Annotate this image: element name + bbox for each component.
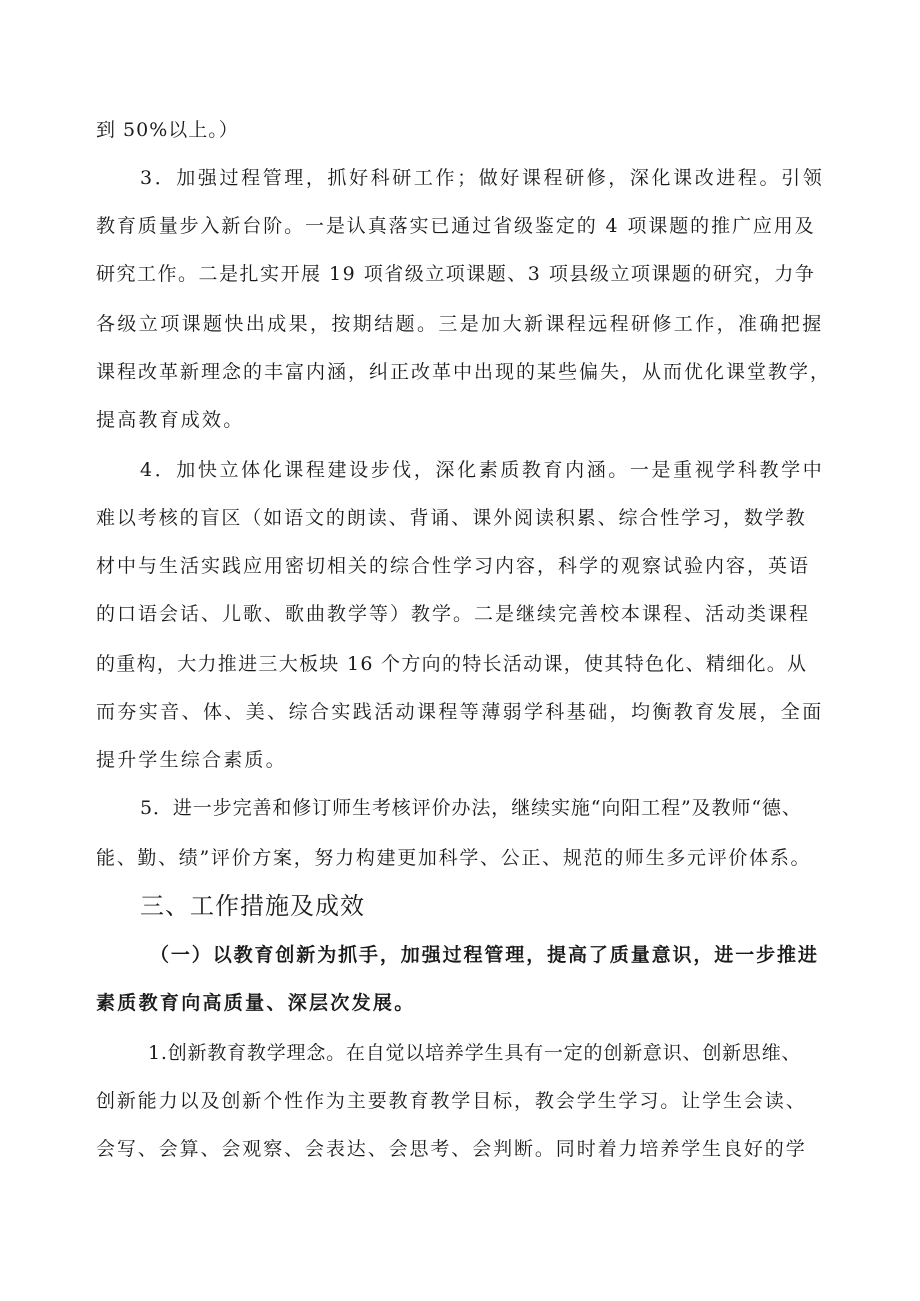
text-line: 3．加强过程管理，抓好科研工作；做好课程研修，深化课改进程。引领 <box>140 167 825 189</box>
text-line: 4．加快立体化课程建设步伐，深化素质教育内涵。一是重视学科教学中 <box>140 459 825 481</box>
text-line: 创新能力以及创新个性作为主要教育教学目标，教会学生学习。让学生会读、 <box>96 1090 807 1112</box>
subsection-heading-line: （一）以教育创新为抓手，加强过程管理，提高了质量意识，进一步推进 <box>150 944 819 966</box>
text-line: 材中与生活实践应用密切相关的综合性学习内容，科学的观察试验内容，英语 <box>96 555 811 577</box>
text-line: 到 50%以上。） <box>96 119 239 141</box>
text-line: 提高教育成效。 <box>96 409 245 431</box>
text-line: 研究工作。二是扎实开展 19 项省级立项课题、3 项县级立项课题的研究，力争 <box>96 263 816 285</box>
text-line: 而夯实音、体、美、综合实践活动课程等薄弱学科基础，均衡教育发展，全面 <box>96 701 824 723</box>
text-line: 的口语会话、儿歌、歌曲教学等）教学。二是继续完善校本课程、活动类课程 <box>96 603 811 625</box>
subsection-heading-line: 素质教育向高质量、深层次发展。 <box>96 992 416 1014</box>
text-line: 提升学生综合素质。 <box>96 749 287 771</box>
text-line: 教育质量步入新台阶。一是认真落实已通过省级鉴定的 4 项课题的推广应用及 <box>96 215 816 237</box>
text-line: 难以考核的盲区（如语文的朗读、背诵、课外阅读积累、综合性学习，数学教 <box>96 507 807 529</box>
section-heading: 三、工作措施及成效 <box>140 892 365 920</box>
text-line: 会写、会算、会观察、会表达、会思考、会判断。同时着力培养学生良好的学 <box>96 1138 807 1160</box>
text-line: 1.创新教育教学理念。在自觉以培养学生具有一定的创新意识、创新思维、 <box>148 1042 802 1064</box>
text-line: 各级立项课题快出成果，按期结题。三是加大新课程远程研修工作，准确把握 <box>96 313 824 335</box>
text-line: 5．进一步完善和修订师生考核评价办法，继续实施“向阳工程”及教师“德、 <box>140 797 802 819</box>
text-line: 课程改革新理念的丰富内涵，纠正改革中出现的某些偏失，从而优化课堂教学， <box>96 361 832 383</box>
text-line: 的重构，大力推进三大板块 16 个方向的特长活动课，使其特色化、精细化。从 <box>96 653 808 675</box>
text-line: 能、勤、绩”评价方案，努力构建更加科学、公正、规范的师生多元评价体系。 <box>96 847 812 869</box>
